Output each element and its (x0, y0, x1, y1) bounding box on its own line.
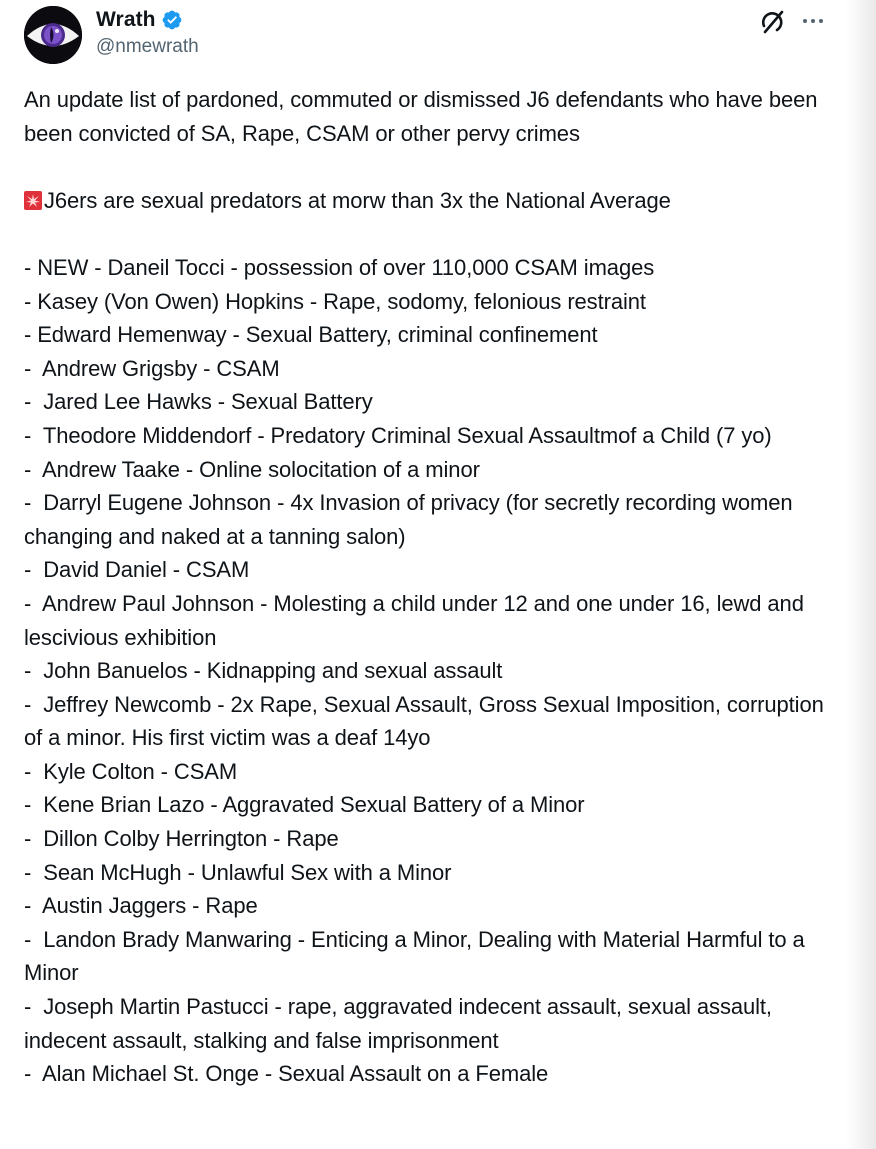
defendant-list-item: - NEW - Daneil Tocci - possession of over 110,000 CSAM images (24, 254, 655, 280)
defendant-list-item: - Andrew Taake - Online solocitation of a minor (24, 456, 480, 482)
author-avatar[interactable] (24, 6, 82, 64)
defendant-list-item: - David Daniel - CSAM (24, 557, 250, 583)
post-text (24, 83, 830, 1091)
timeline-edge (846, 0, 876, 1149)
defendant-list-item: - Alan Michael St. Onge - Sexual Assault on a Female (24, 1061, 549, 1087)
defendant-list-item: - Darryl Eugene Johnson - 4x Invasion of privacy (for secretly recording women changing and naked at a tanning salon) (24, 490, 799, 549)
defendant-list-item: - Edward Hemenway - Sexual Battery, criminal confinement (24, 322, 598, 348)
defendant-list-item: - Andrew Paul Johnson - Molesting a child under 12 and one under 16, lewd and lescivious exhibition (24, 590, 810, 650)
grok-icon[interactable] (758, 8, 786, 36)
defendant-list (24, 251, 830, 1091)
headline-text: J6ers are sexual predators at morw than 3x the National Average (44, 187, 671, 213)
verified-badge-icon (161, 9, 183, 31)
defendant-list-item: - Jeffrey Newcomb - 2x Rape, Sexual Assault, Gross Sexual Imposition, corruption of a minor. His first victim was a deaf 14yo (24, 691, 830, 751)
defendant-list-item: - Theodore Middendorf - Predatory Criminal Sexual Assaultmof a Child (7 yo) (24, 422, 772, 448)
defendant-list-item: - Joseph Martin Pastucci - rape, aggravated indecent assault, sexual assault, indecent assault, stalking and false imprisonment (24, 994, 778, 1053)
siren-icon (24, 191, 42, 210)
author-display-name[interactable]: Wrath (96, 8, 156, 31)
more-options-icon[interactable] (800, 10, 826, 32)
defendant-list-item: - Dillon Colby Herrington - Rape (24, 826, 339, 852)
defendant-list-item: - Kene Brian Lazo - Aggravated Sexual Battery of a Minor (24, 792, 585, 818)
post-intro: An update list of pardoned, commuted or dismissed J6 defendants who have been been convicted of SA, Rape, CSAM or other pervy crimes (24, 87, 824, 146)
author-name-row (96, 6, 183, 34)
defendant-list-item: - Sean McHugh - Unlawful Sex with a Minor (24, 859, 452, 885)
defendant-list-item: - Kyle Colton - CSAM (24, 758, 238, 784)
defendant-list-item: - Andrew Grigsby - CSAM (24, 355, 280, 381)
defendant-list-item: - Jared Lee Hawks - Sexual Battery (24, 389, 373, 415)
defendant-list-item: - Austin Jaggers - Rape (24, 893, 258, 919)
defendant-list-item: - Landon Brady Manwaring - Enticing a Minor, Dealing with Material Harmful to a Minor (24, 926, 811, 986)
eye-avatar-icon (24, 6, 82, 64)
defendant-list-item: - Kasey (Von Owen) Hopkins - Rape, sodomy, felonious restraint (24, 288, 646, 314)
author-handle[interactable]: @nmewrath (96, 36, 199, 57)
defendant-list-item: - John Banuelos - Kidnapping and sexual assault (24, 658, 503, 684)
post-headline (24, 184, 824, 218)
paragraph-break (24, 217, 824, 251)
paragraph-break (24, 150, 824, 184)
